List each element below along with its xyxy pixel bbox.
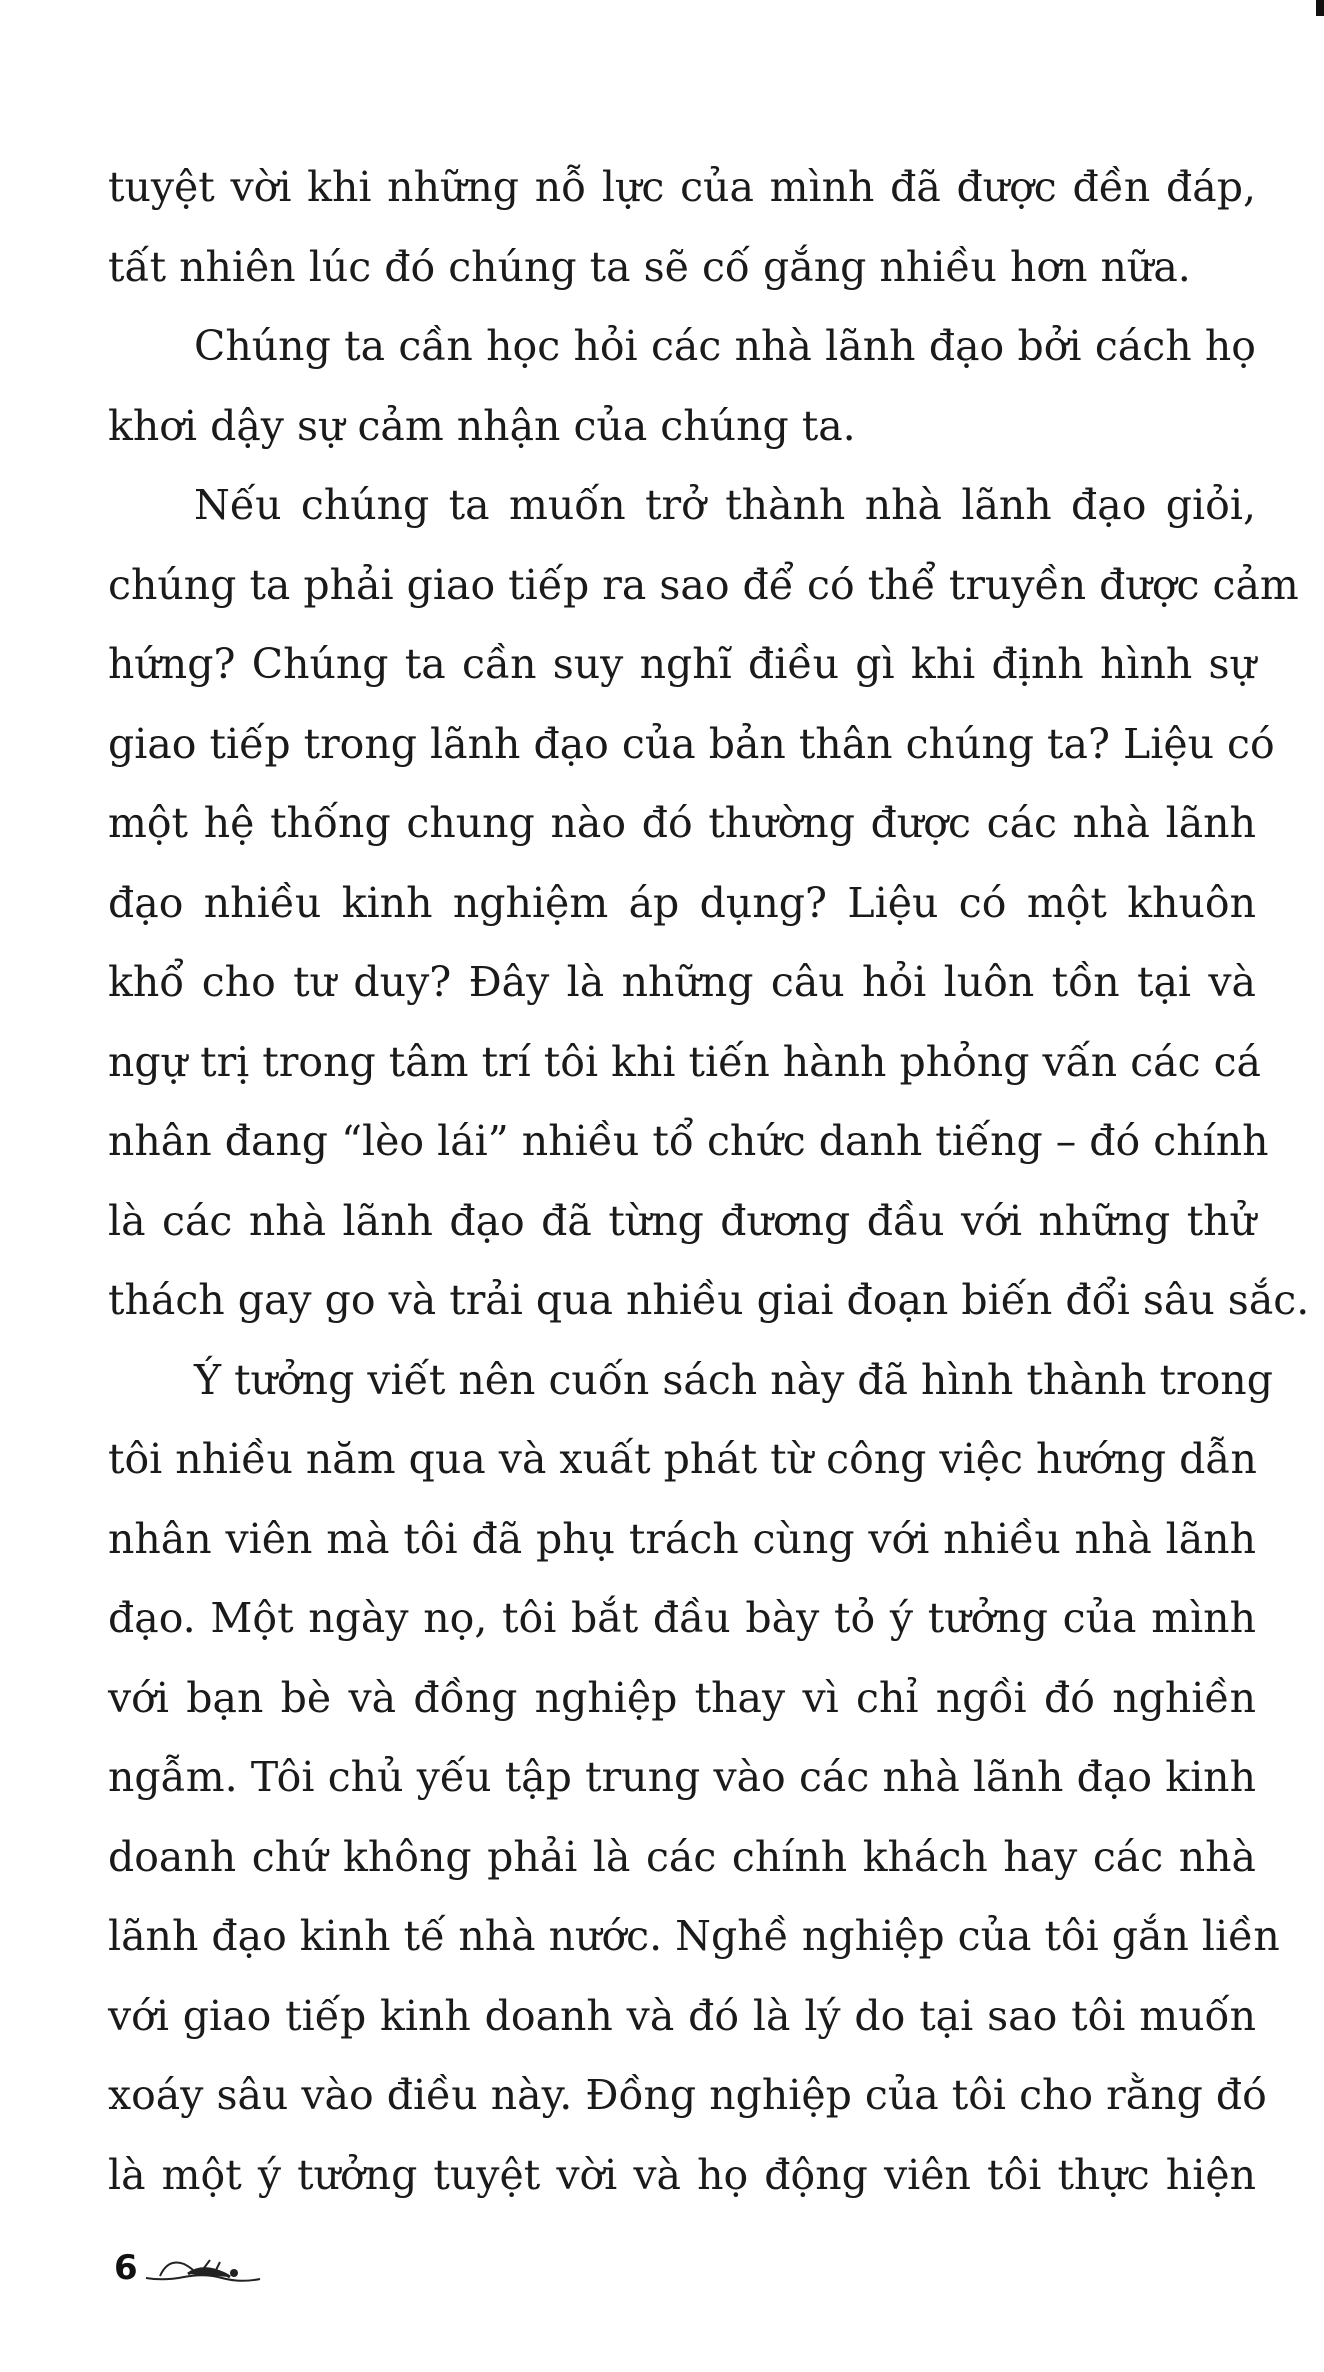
text-line: nhân viên mà tôi đã phụ trách cùng với nhiều nhà lãnh (108, 1514, 1256, 1563)
body-text (108, 148, 1310, 2215)
text-line: ngự trị trong tâm trí tôi khi tiến hành phỏng vấn các cá (108, 1037, 1262, 1086)
text-line: với bạn bè và đồng nghiệp thay vì chỉ ngồi đó nghiền (108, 1673, 1256, 1722)
page-corner-mark (1316, 0, 1324, 16)
text-line: tuyệt vời khi những nỗ lực của mình đã được đền đáp, (108, 163, 1256, 211)
text-line: là một ý tưởng tuyệt vời và họ động viên tôi thực hiện (108, 2150, 1256, 2199)
text-line: hứng? Chúng ta cần suy nghĩ điều gì khi định hình sự (108, 640, 1256, 688)
text-line: Nếu chúng ta muốn trở thành nhà lãnh đạo giỏi, (194, 481, 1256, 529)
text-line: với giao tiếp kinh doanh và đó là lý do tại sao tôi muốn (108, 1991, 1256, 2040)
swimmer-ornament-icon (144, 2248, 262, 2288)
text-line: khổ cho tư duy? Đây là những câu hỏi luôn tồn tại và (108, 958, 1256, 1006)
text-line: ngẫm. Tôi chủ yếu tập trung vào các nhà lãnh đạo kinh (108, 1753, 1256, 1801)
page-footer (114, 2248, 262, 2288)
text-line: thách gay go và trải qua nhiều giai đoạn biến đổi sâu sắc. (108, 1276, 1310, 1324)
text-line: chúng ta phải giao tiếp ra sao để có thể truyền được cảm (108, 560, 1299, 609)
text-line: đạo. Một ngày nọ, tôi bắt đầu bày tỏ ý tưởng của mình (108, 1594, 1256, 1642)
text-line: là các nhà lãnh đạo đã từng đương đầu với những thử (108, 1196, 1256, 1245)
text-line: lãnh đạo kinh tế nhà nước. Nghề nghiệp của tôi gắn liền (108, 1912, 1280, 1960)
text-line: nhân đang “lèo lái” nhiều tổ chức danh tiếng – đó chính (108, 1117, 1269, 1165)
text-line: tôi nhiều năm qua và xuất phát từ công việc hướng dẫn (108, 1435, 1257, 1483)
text-line: đạo nhiều kinh nghiệm áp dụng? Liệu có một khuôn (108, 878, 1256, 927)
text-line: xoáy sâu vào điều này. Đồng nghiệp của tôi cho rằng đó (108, 2071, 1267, 2119)
text-line: doanh chứ không phải là các chính khách hay các nhà (108, 1832, 1256, 1881)
text-line: một hệ thống chung nào đó thường được các nhà lãnh (108, 799, 1256, 847)
text-line: khơi dậy sự cảm nhận của chúng ta. (108, 401, 856, 450)
text-line: tất nhiên lúc đó chúng ta sẽ cố gắng nhiều hơn nữa. (108, 242, 1191, 291)
text-line: Chúng ta cần học hỏi các nhà lãnh đạo bởi cách họ (194, 322, 1256, 370)
page-number: 6 (114, 2248, 138, 2288)
text-line: Ý tưởng viết nên cuốn sách này đã hình thành trong (194, 1355, 1273, 1404)
text-line: giao tiếp trong lãnh đạo của bản thân chúng ta? Liệu có (108, 719, 1275, 768)
